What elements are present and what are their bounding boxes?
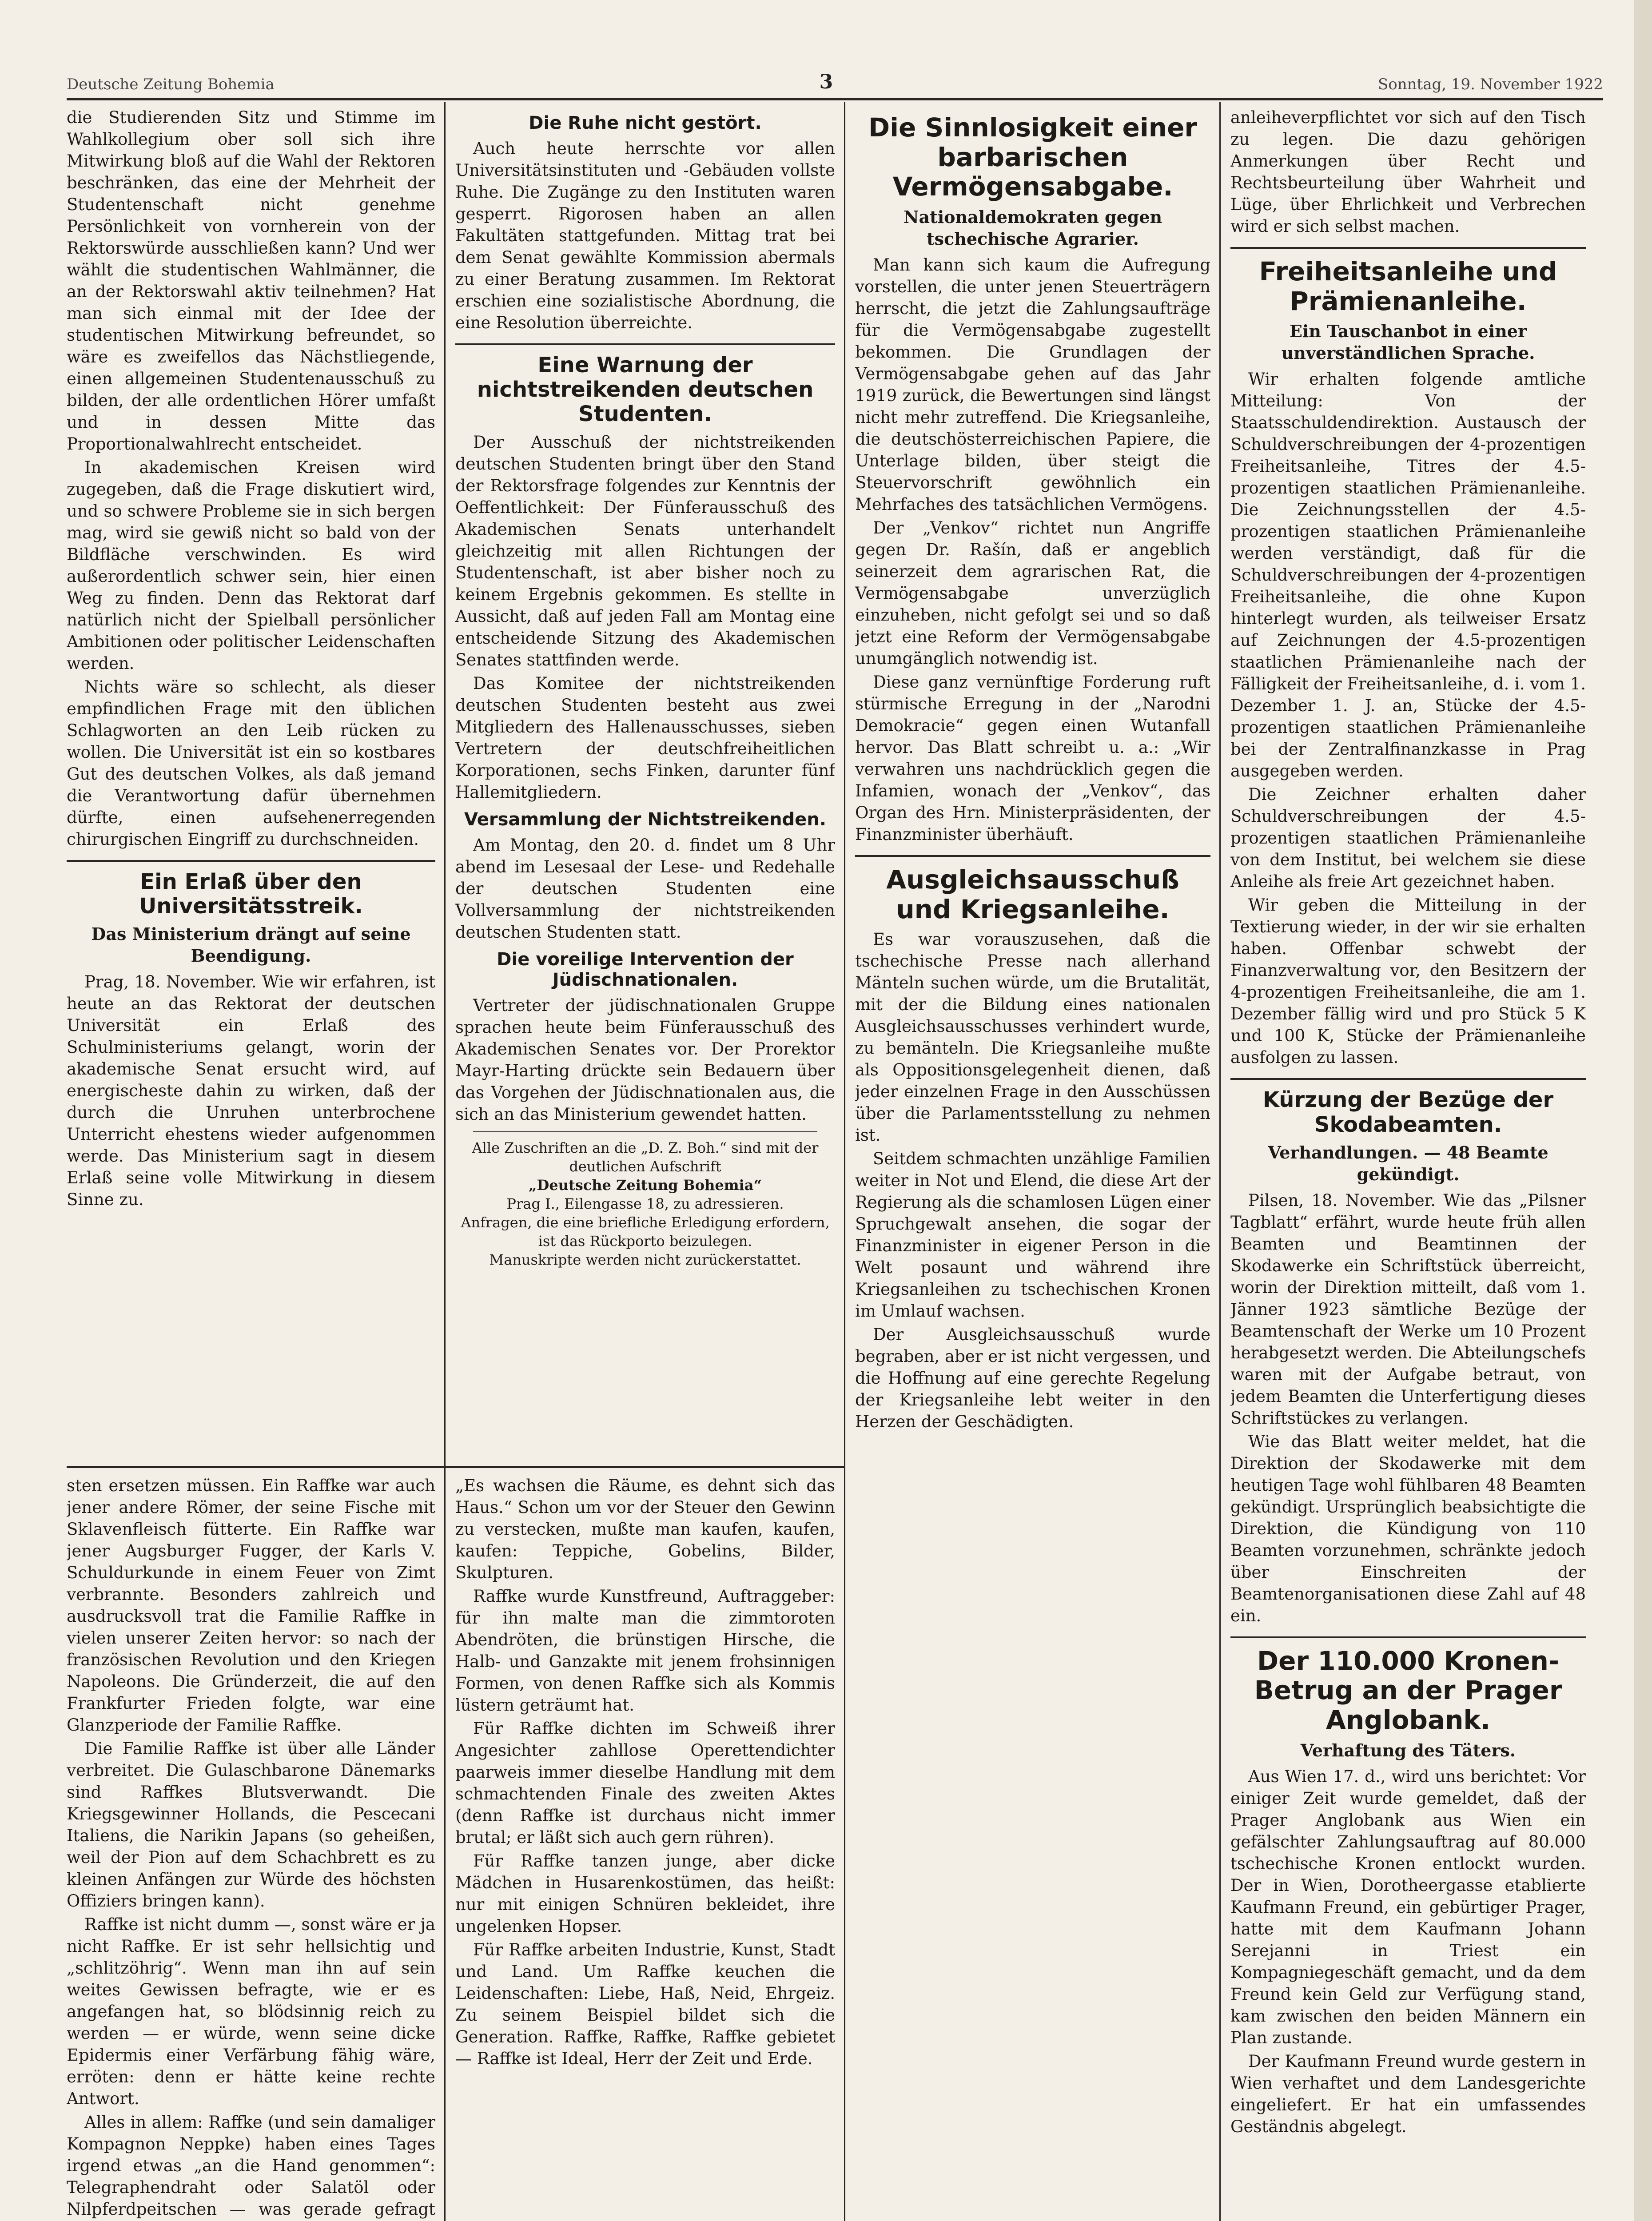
article-paragraph: Wir erhalten folgende amtliche Mitteilung: Von der Staatsschuldendirektion. Austausch der Schuldverschreibungen der 4-prozentigen Freiheitsanleihe, Titres der 4.5-prozentigen staatlichen Prämienanleihe. Die Zeichnungsstellen der 4.5-prozentigen staatlichen Prämienanleihe werden verständigt, daß für die Schuldverschreibungen der 4-prozentigen Freiheitsanleihe, die ohne Kupon hinterlegt wurden, als teilweiser Ersatz auf Zeichnungen der 4.5-prozentigen staatlichen Prämienanleihe nach der Fälligkeit der Freiheitsanleihe, d. i. vom 1. Dezember 1. J. an, Stücke der 4.5-prozentigen staatlichen Prämienanleihe bei der Zentralfinanzkasse in Prag ausgegeben werden. <box>1230 370 1586 781</box>
article-paragraph: Diese ganz vernünftige Forderung ruft stürmische Erregung in der „Narodni Demokracie“ gegen einen Wutanfall hervor. Das Blatt schreibt u. a.: „Wir verwahren uns nachdrücklich gegen die Infamien, wonach der „Venkov“, das Organ des Hrn. Ministerpräsidenten, der Finanzminister überhäuft. <box>855 673 1210 844</box>
subheadline: Das Ministerium drängt auf seine Beendigung. <box>91 924 411 966</box>
article-paragraph: Die Zeichner erhalten daher Schuldverschreibungen der 4.5-prozentigen staatlichen Prämienanleihe von dem Institut, bei welchem sie diese Anleihe als freie Art gezeichnet haben. <box>1230 785 1586 892</box>
feuilleton-paragraph: Für Raffke arbeiten Industrie, Kunst, Stadt und Land. Um Raffke keuchen die Leidenschaften: Liebe, Haß, Neid, Ehrgeiz. Zu seinem Beispiel bildet sich die Generation. Raffke, Raffke, Raffke gebietet — Raffke ist Ideal, Herr der Zeit und Erde. <box>455 1940 835 2068</box>
feuilleton-paragraph: „Es wachsen die Räume, es dehnt sich das Haus.“ Schon um vor der Steuer den Gewinn zu verstecken, mußte man kaufen, kaufen, kaufen: Teppiche, Gobelins, Bilder, Skulpturen. <box>455 1476 835 1582</box>
notice-line: Prag I., Eilengasse 18, zu adressieren. <box>506 1195 784 1212</box>
article-paragraph: Prag, 18. November. Wie wir erfahren, ist heute an das Rektorat der deutschen Universität ein Erlaß des Schulministeriums gelangt, worin der akademische Senat ersucht wird, auf energischeste dahin zu wirken, daß der durch die Unruhen unterbrochene Unterricht ehestens wieder aufgenommen werde. Das Ministerium sagt in diesem Erlaß seine volle Mitwirkung in diesem Sinne zu. <box>67 972 435 1210</box>
paper-edge <box>1634 0 1652 2221</box>
headline-intervention: Die voreilige Intervention der Jüdischnationalen. <box>497 949 794 990</box>
article-divider <box>1230 247 1586 249</box>
article-divider <box>455 343 835 345</box>
article-paragraph: Am Montag, den 20. d. findet um 8 Uhr abend im Lesesaal der Lese- und Redehalle der deutschen Studenten eine Vollversammlung der nichtstreikenden deutschen Studenten statt. <box>455 835 835 942</box>
article-paragraph: Der „Venkov“ richtet nun Angriffe gegen Dr. Rašín, daß er angeblich seinerzeit dem agrarischen Rat, die Vermögensabgabe unverzüglich einzuheben, nicht gefolgt sei und so daß jetzt eine Reform der Vermögensabgabe unumgänglich notwendig ist. <box>855 518 1210 669</box>
feuilleton-paragraph: Raffke ist nicht dumm —, sonst wäre er ja nicht Raffke. Er ist sehr hellsichtig und „schlitzöhrig“. Wenn man ihn auf sein weites Gewissen befragte, wie er es angefangen hat, so blödsinnig reich zu werden — er würde, wenn seine dicke Epidermis einer Verfärbung fähig wäre, erröten: denn er hätte keine rechte Antwort. <box>67 1915 435 2108</box>
column-2-top <box>455 107 835 1461</box>
feuilleton-paragraph: Alles in allem: Raffke (und sein damaliger Kompagnon Neppke) haben eines Tages irgend etwas „an die Hand genommen“: Telegraphendraht oder Salatöl oder Nilpferdpeitschen — was gerade gefragt <box>67 2113 435 2219</box>
article-paragraph: Wie das Blatt weiter meldet, hat die Direktion der Skodawerke mit dem heutigen Tage wohl fühlbaren 48 Beamten gekündigt. Ursprünglich beabsichtigte die Direktion, die Kündigung von 110 Beamten vorzunehmen, schränkte jedoch über Einschreiten der Beamtenorganisationen diese Zahl auf 48 ein. <box>1230 1432 1586 1625</box>
page-header <box>67 58 1603 100</box>
notice-line: Manuskripte werden nicht zurückerstattet. <box>489 1251 801 1268</box>
notice-rule <box>473 1131 817 1132</box>
column-rule <box>444 102 446 2221</box>
article-paragraph: Seitdem schmachten unzählige Familien weiter in Not und Elend, die diese Art der Regierung als die schamlosen Lügen einer Spruchgewalt ansehen, die sogar der Finanzminister in eigener Person in die Welt posaunt und während ihre Kriegsanleihen zu tschechischen Kronen im Umlauf wachsen. <box>855 1149 1210 1321</box>
feuilleton-paragraph: sten ersetzen müssen. Ein Raffke war auch jener andere Römer, der seine Fische mit Sklavenfleisch fütterte. Ein Raffke war jener Augsburger Fugger, der Karls V. Schuldurkunde in einem Feuer von Zimt verbrannte. Besonders zahlreich und ausdrucksvoll trat die Familie Raffke in vielen unserer Zeiten hervor: so nach der französischen Revolution und den Kriegen Napoleons. Die Gründerzeit, die auf den Frankfurter Frieden folgte, war eine Glanzperiode der Familie Raffke. <box>67 1476 435 1735</box>
headline-ruhe: Die Ruhe nicht gestört. <box>529 113 762 133</box>
article-paragraph: Man kann sich kaum die Aufregung vorstellen, die unter jenen Steuerträgern herrscht, die jetzt die Zahlungsaufträge für die Vermögensabgabe zugestellt bekommen. Die Grundlagen der Vermögensabgabe gehen auf das Jahr 1919 zurück, die Bewertungen sind längst nicht mehr zutreffend. Die Kriegsanleihe, die deutschösterreichischen Papiere, die Unterlage bilden, über steigt die Steuervorschrift gewöhnlich ein Mehrfaches des tatsächlichen Vermögens. <box>855 255 1210 514</box>
section-rule <box>67 1466 844 1468</box>
article-divider <box>1230 1636 1586 1638</box>
subheadline: Verhandlungen. — 48 Beamte gekündigt. <box>1268 1142 1549 1184</box>
header-paper-name: Deutsche Zeitung Bohemia <box>67 76 275 93</box>
article-paragraph: anleiheverpflichtet vor sich auf den Tisch zu legen. Die dazu gehörigen Anmerkungen über Recht und Rechtsbeurteilung über Wahrheit und Lüge, über Ehrlichkeit und Verbrechen wird er sich selbst machen. <box>1230 108 1586 236</box>
article-paragraph: die Studierenden Sitz und Stimme im Wahlkollegium ober soll sich ihre Mitwirkung bloß auf die Wahl der Rektoren beschränken, das eine der Mehrheit der Studentenschaft nicht genehme Persönlichkeit von vornherein von der Rektorswürde ausschließen kann? Und wer wählt die studentischen Wahlmänner, die an der Rektorswahl aktiv teilnehmen? Hat man sich einmal mit der Idee der studentischen Mitwirkung befreundet, so wäre es zweifellos das Nächstliegende, einen allgemeinen Studentenausschuß zu bilden, der alle ordentlichen Hörer umfaßt und in dessen Mitte das Proportionalwahlrecht entscheidet. <box>67 108 435 454</box>
article-paragraph: Der Ausgleichsausschuß wurde begraben, aber er ist nicht vergessen, und die Hoffnung auf eine gerechte Regelung der Kriegsanleihe lebt weiter in den Herzen der Geschädigten. <box>855 1325 1210 1432</box>
column-rule <box>1219 102 1221 2221</box>
headline-vermoegensabgabe: Die Sinnlosigkeit einer barbarischen Vermögensabgabe. <box>868 112 1198 202</box>
subheadline: Ein Tauschanbot in einer unverständlichen Sprache. <box>1281 321 1535 363</box>
article-paragraph: Der Kaufmann Freund wurde gestern in Wien verhaftet und dem Landesgerichte eingeliefert. Er hat ein umfassendes Geständnis abgelegt. <box>1230 2051 1586 2136</box>
headline-warnung: Eine Warnung der nichtstreikenden deutschen Studenten. <box>477 353 814 427</box>
article-paragraph: Vertreter der jüdischnationalen Gruppe sprachen heute beim Fünferausschuß des Akademischen Senates vor. Der Prorektor Mayr-Harting drückte sein Bedauern über das Vorgehen der Jüdischnationalen aus, die sich an das Ministerium gewendet hatten. <box>455 995 835 1124</box>
article-paragraph: Auch heute herrschte vor allen Universitätsinstituten und -Gebäuden vollste Ruhe. Die Zugänge zu den Instituten waren gesperrt. Rigorosen haben an allen Fakultäten stattgefunden. Mittag trat bei dem Senat gewählte Kommission abermals zu einer Beratung zusammen. Im Rektorat erschien eine sozialistische Abordnung, die eine Resolution überreichte. <box>455 139 835 332</box>
article-paragraph: Der Ausschuß der nichtstreikenden deutschen Studenten bringt über den Stand der Rektorsfrage folgendes zur Kenntnis der Oeffentlichkeit: Der Fünferausschuß des Akademischen Senats unterhandelt gleichzeitig mit allen Richtungen der Studentenschaft, ist aber bisher noch zu keinem Ergebnis gekommen. Es stellte in Aussicht, daß auf jeden Fall am Montag eine entscheidende Sitzung des Akademischen Senates stattfinden werde. <box>455 432 835 669</box>
column-rule <box>844 102 845 2221</box>
subheadline: Verhaftung des Täters. <box>1300 1740 1516 1760</box>
notice-address-title: „Deutsche Zeitung Bohemia“ <box>529 1176 762 1194</box>
article-paragraph: Es war vorauszusehen, daß die tschechische Presse nach allerhand Mänteln suchen würde, um die Brutalität, mit der die Bildung eines nationalen Ausgleichsausschusses verhindert wurde, zu bemänteln. Die Kriegsanleihe mußte als Oppositionsgelegenheit dienen, daß jeder einzelnen Frage in den Ausschüssen über die Parlamentsstellung zu nehmen ist. <box>855 930 1210 1145</box>
notice-line: Alle Zuschriften an die „D. Z. Boh.“ sind mit der deutlichen Aufschrift <box>472 1139 819 1175</box>
headline-universitaetsstreik: Ein Erlaß über den Universitätsstreik. <box>139 869 363 919</box>
column-4 <box>1230 107 1586 2221</box>
header-date: Sonntag, 19. November 1922 <box>1377 76 1603 93</box>
page-number: 3 <box>819 71 833 93</box>
article-paragraph: Das Komitee der nichtstreikenden deutschen Studenten besteht aus zwei Mitgliedern des Hallenausschusses, sieben Vertretern der deutschfreiheitlichen Korporationen, sechs Finken, darunter fünf Hallemitgliedern. <box>455 673 835 802</box>
article-divider <box>67 860 435 862</box>
notice-line: Anfragen, die eine briefliche Erledigung erfordern, ist das Rückporto beizulegen. <box>461 1214 830 1250</box>
article-divider <box>1230 1078 1586 1080</box>
article-paragraph: In akademischen Kreisen wird zugegeben, daß die Frage diskutiert wird, und so schwere Probleme sie in sich bergen mag, wird sie gewiß nicht so bald von der Bildfläche verschwinden. Es wird außerordentlich schwer sein, hier einen Weg zu finden. Denn das Rektorat darf natürlich nicht der Spielball persönlicher Ambitionen oder politischer Leidenschaften werden. <box>67 458 435 673</box>
headline-skodabeamten: Kürzung der Bezüge der Skodabeamten. <box>1262 1087 1554 1137</box>
column-1-bottom <box>67 1475 435 2221</box>
column-3 <box>855 107 1210 2221</box>
column-1-top <box>67 107 435 1461</box>
article-paragraph: Aus Wien 17. d., wird uns berichtet: Vor einiger Zeit wurde gemeldet, daß der Prager Anglobank aus Wien ein gefälschter Zahlungsauftrag auf 80.000 tschechische Kronen entlockt wurden. Der in Wien, Dorotheergasse etablierte Kaufmann Freund, ein gebürtiger Prager, hatte mit dem Kaufmann Johann Serejanni in Triest ein Kompagniegeschäft gemacht, und da dem Freund kein Geld zur Verfügung stand, kam zwischen den beiden Männern ein Plan zustande. <box>1230 1767 1586 2047</box>
headline-freiheitsanleihe: Freiheitsanleihe und Prämienanleihe. <box>1259 256 1557 316</box>
feuilleton-paragraph: Für Raffke tanzen junge, aber dicke Mädchen in Husarenkostümen, das heißt: nur mit einigen Schnüren bekleidet, ihre ungelenken Hopser. <box>455 1851 835 1936</box>
feuilleton-paragraph: Raffke wurde Kunstfreund, Auftraggeber: für ihn malte man die zimmtoroten Abendröten, die brünstigen Hirsche, die Halb- und Ganzakte mit jenem frohsinnigen Formen, von denen Raffke sich als Kommis lüstern geträumt hat. <box>455 1587 835 1715</box>
feuilleton-paragraph: Die Familie Raffke ist über alle Länder verbreitet. Die Gulaschbarone Dänemarks sind Raffkes Blutsverwandt. Die Kriegsgewinner Hollands, die Pescecani Italiens, die Narikin Japans (so geheißen, weil der Pion auf dem Schachbrett es zu kleinen Anfängen zur Würde des höchsten Offiziers bringen kann). <box>67 1739 435 1911</box>
headline-anglobank: Der 110.000 Kronen-Betrug an der Prager Anglobank. <box>1254 1645 1562 1735</box>
headline-versammlung: Versammlung der Nichtstreikenden. <box>464 809 826 830</box>
article-divider <box>855 855 1210 857</box>
column-2-bottom <box>455 1475 835 2221</box>
article-paragraph: Nichts wäre so schlecht, als dieser empfindlichen Frage mit den üblichen Schlagworten an den Leib rücken zu wollen. Die Universität ist ein so kostbares Gut des deutschen Volkes, als daß jemand die Verantwortung dafür übernehmen dürfte, einen aufsehenerregenden chirurgischen Eingriff zu durchschneiden. <box>67 677 435 849</box>
feuilleton-paragraph: Für Raffke dichten im Schweiß ihrer Angesichter zahllose Operettendichter paarweis immer dieselbe Handlung mit dem schmachtenden Finale des zweiten Aktes (denn Raffke ist durchaus nicht immer brutal; er läßt sich auch gern rühren). <box>455 1719 835 1847</box>
article-paragraph: Pilsen, 18. November. Wie das „Pilsner Tagblatt“ erfährt, wurde heute früh allen Beamten und Beamtinnen der Skodawerke ein Schriftstück überreicht, worin der Direktion mitteilt, daß vom 1. Jänner 1923 sämtliche Bezüge der Beamtenschaft der Werke um 10 Prozent herabgesetzt werden. Die Abteilungschefs waren mit der Aufgabe betraut, von jedem Beamten die Unterfertigung dieses Schriftstückes zu verlangen. <box>1230 1190 1586 1428</box>
article-paragraph: Wir geben die Mitteilung in der Textierung wieder, in der wir sie erhalten haben. Offenbar schwebt der Finanzverwaltung vor, den Besitzern der 4-prozentigen Freiheitsanleihe, die am 1. Dezember fällig wird und pro Stück 5 K und 100 K, Stücke der Prämienanleihe ausfolgen zu lassen. <box>1230 896 1586 1067</box>
headline-ausgleichsausschuss: Ausgleichsausschuß und Kriegsanleihe. <box>886 864 1179 924</box>
subheadline: Nationaldemokraten gegen tschechische Agrarier. <box>903 207 1162 249</box>
